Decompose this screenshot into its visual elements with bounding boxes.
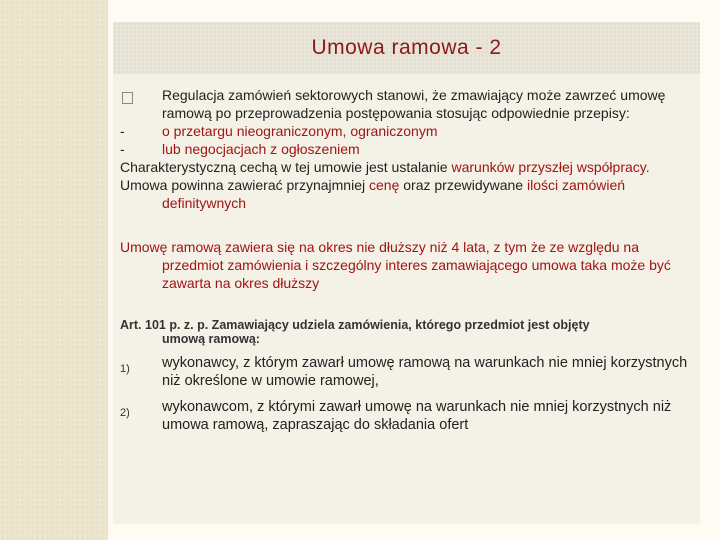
contents-text-a: Umowa powinna zawierać przynajmniej <box>120 177 369 193</box>
article-heading <box>120 318 692 346</box>
dash-item <box>120 140 692 158</box>
paragraph-regulation: Regulacja zamówień sektorowych stanowi, że zmawiający może zawrzeć umowę ramową po przeprowadzenia postępowania stosując odpowiednie przepisy: <box>162 87 666 121</box>
list-item-text: wykonawcy, z którym zawarł umowę ramową na warunkach nie mniej korzystnych niż określone w umowie ramowej, <box>162 355 688 389</box>
dash-marker: - <box>120 123 125 139</box>
list-item <box>120 398 692 434</box>
list-item <box>120 354 692 390</box>
duration-text: Umowę ramową zawiera się na okres nie dłuższy niż 4 lata, z tym że ze względu na przedmiot zamówienia i szczególny interes zamawiającego umowa taka może być zawarta na okres dłuższy <box>120 239 671 291</box>
dash-item-1: o przetargu nieograniczonym, ograniczonym <box>162 123 438 139</box>
list-item-text: wykonawcom, z którymi zawarł umowę na warunkach nie mniej korzystnych niż umowa ramową, zapraszając do składania ofert <box>162 399 672 433</box>
contents-highlight-price: cenę <box>369 177 400 193</box>
paragraph-contents <box>120 176 692 212</box>
paragraph-characteristic <box>120 158 692 176</box>
list-marker: 2) <box>120 407 130 419</box>
characteristic-highlight: warunków przyszłej współpracy. <box>451 159 650 175</box>
left-decorative-band <box>0 0 108 540</box>
dash-item-2: lub negocjacjach z ogłoszeniem <box>162 141 360 157</box>
article-heading-line2: umową ramową: <box>162 332 260 346</box>
contents-highlight-quantity: ilości zamówień definitywnych <box>162 177 626 211</box>
checkbox-icon <box>120 86 133 104</box>
bullet-paragraph <box>120 86 692 122</box>
dash-item <box>120 122 692 140</box>
article-heading-line1: Art. 101 p. z. p. Zamawiający udziela zamówienia, którego przedmiot jest objęty <box>120 318 590 332</box>
contents-text-c: oraz przewidywane <box>399 177 527 193</box>
list-marker: 1) <box>120 363 130 375</box>
dash-marker: - <box>120 141 125 157</box>
characteristic-text: Charakterystyczną cechą w tej umowie jest ustalanie <box>120 159 452 175</box>
slide-title: Umowa ramowa - 2 <box>311 36 502 59</box>
slide-content <box>120 86 692 434</box>
paragraph-duration <box>120 238 692 292</box>
